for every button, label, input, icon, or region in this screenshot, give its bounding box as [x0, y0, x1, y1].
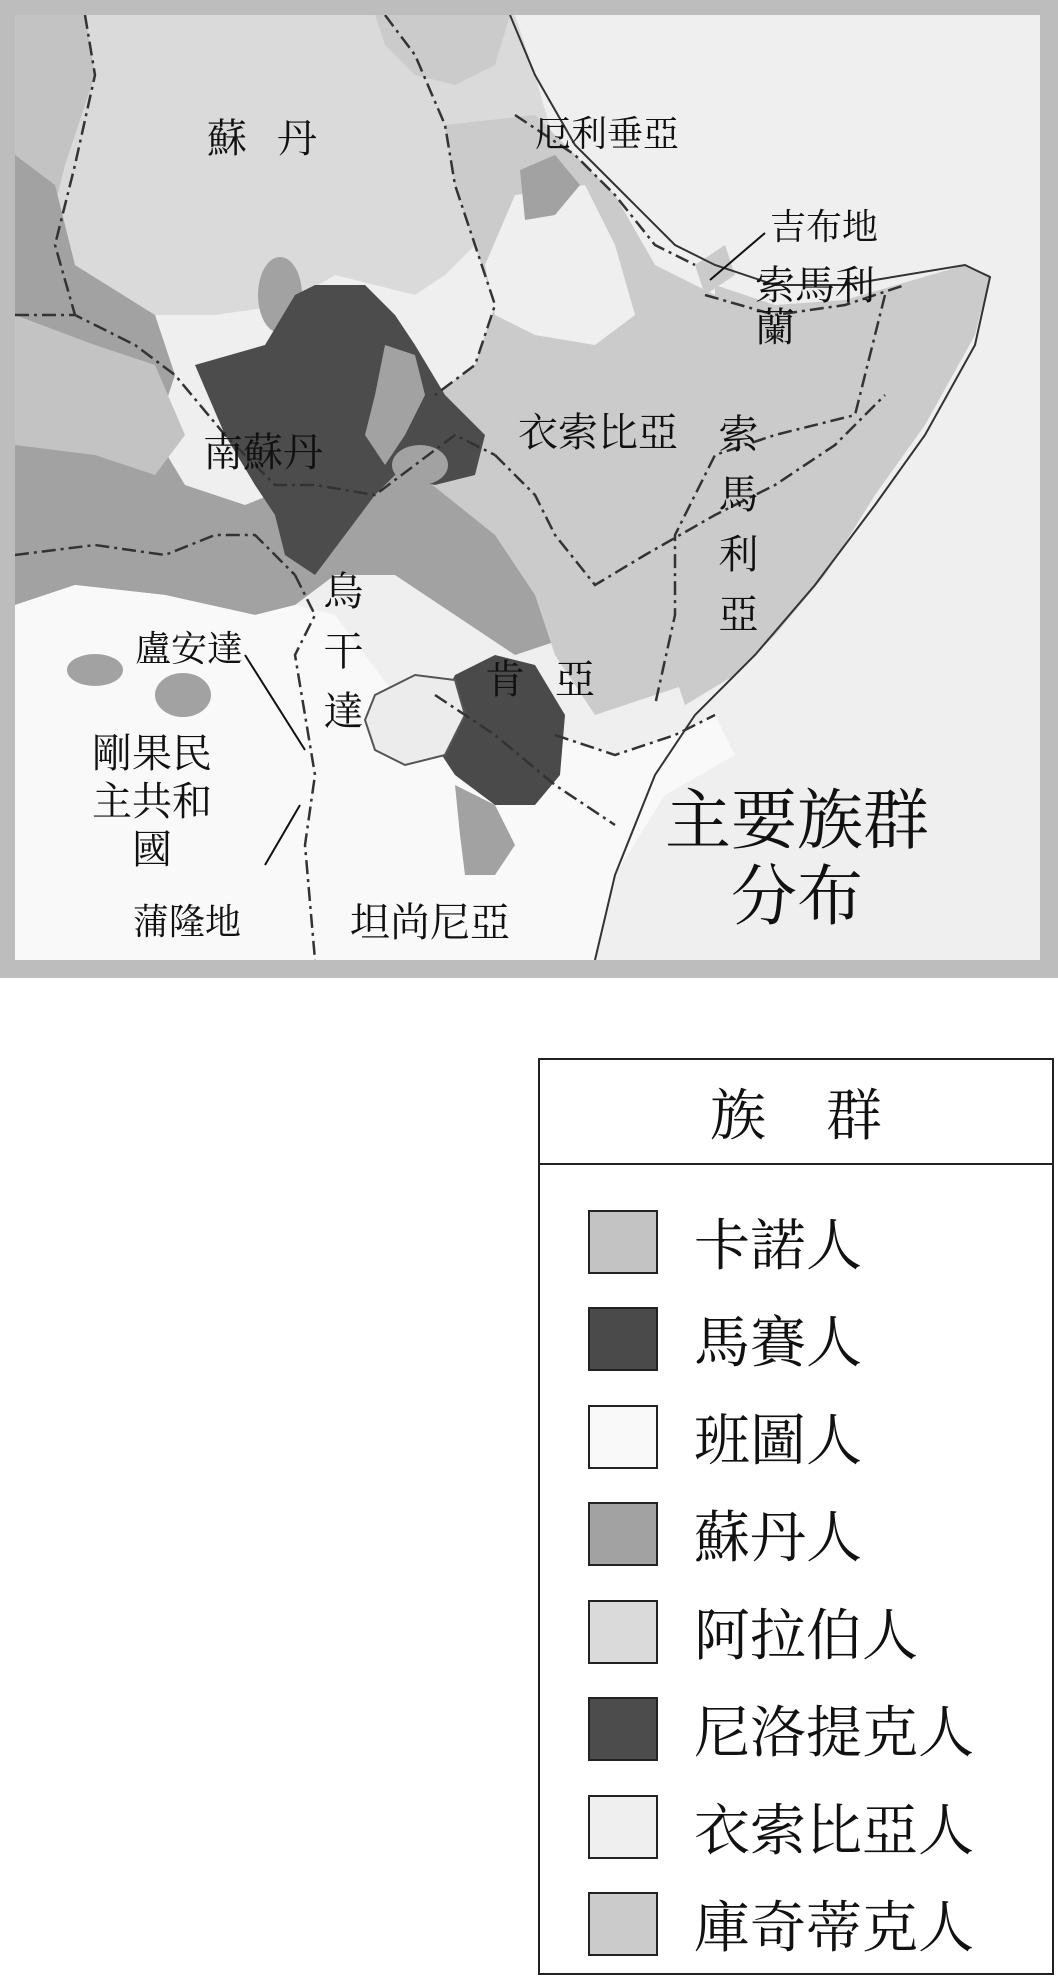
map-title: [637, 783, 957, 935]
label-burundi: 蒲隆地: [133, 902, 242, 943]
legend-label: 阿拉伯人: [694, 1603, 918, 1669]
legend-swatch: [588, 1405, 658, 1469]
label-tanzania: 坦尚尼亞: [350, 900, 510, 946]
region-sudanic-blob-4: [155, 673, 211, 717]
region-sudanic-blob-2: [392, 445, 448, 485]
legend: [538, 1058, 1054, 1975]
legend-item-cushitic: [588, 1876, 1052, 1974]
legend-header: [540, 1060, 1052, 1165]
legend-item-kanuri: [588, 1193, 1052, 1291]
legend-item-nilotic: [588, 1681, 1052, 1779]
legend-swatch: [588, 1892, 658, 1956]
legend-title: 族群: [710, 1083, 942, 1149]
map-title-line2: 分布: [731, 857, 863, 935]
label-drc: 剛果民主共和國: [92, 731, 212, 873]
map-title-line1: 主要族群: [665, 782, 929, 859]
legend-label: 班圖人: [694, 1408, 862, 1474]
region-sudanic-blob-3: [67, 654, 123, 686]
label-sudan: 蘇丹: [207, 116, 347, 162]
legend-item-bantu: [588, 1388, 1052, 1486]
legend-item-sudanic: [588, 1486, 1052, 1584]
legend-swatch: [588, 1210, 658, 1274]
legend-label: 馬賽人: [694, 1311, 862, 1377]
legend-label: 尼洛提克人: [694, 1701, 974, 1767]
label-djibouti: 吉布地: [770, 207, 879, 248]
label-south-sudan: 南蘇丹: [203, 430, 323, 476]
legend-swatch: [588, 1600, 658, 1664]
legend-swatch: [588, 1502, 658, 1566]
label-rwanda: 盧安達: [135, 629, 244, 670]
legend-item-ethiopian: [588, 1778, 1052, 1876]
label-eritrea: 厄利垂亞: [535, 114, 680, 155]
map-canvas: [15, 15, 1040, 960]
label-ethiopia: 衣索比亞: [518, 410, 678, 456]
legend-label: 庫奇蒂克人: [694, 1896, 974, 1962]
map-frame: [0, 0, 1058, 978]
legend-swatch: [588, 1307, 658, 1371]
label-somaliland: 索馬利蘭: [755, 263, 875, 351]
legend-swatch: [588, 1697, 658, 1761]
legend-swatch: [588, 1795, 658, 1859]
label-uganda: 烏干達: [317, 570, 363, 750]
legend-label: 卡諾人: [694, 1213, 862, 1279]
legend-list: [540, 1165, 1052, 1973]
legend-label: 衣索比亞人: [694, 1798, 974, 1864]
label-somalia: 索馬利亞: [712, 413, 758, 653]
label-kenya: 肯亞: [485, 657, 625, 703]
legend-item-maasai: [588, 1291, 1052, 1389]
legend-label: 蘇丹人: [694, 1506, 862, 1572]
legend-item-arab: [588, 1583, 1052, 1681]
